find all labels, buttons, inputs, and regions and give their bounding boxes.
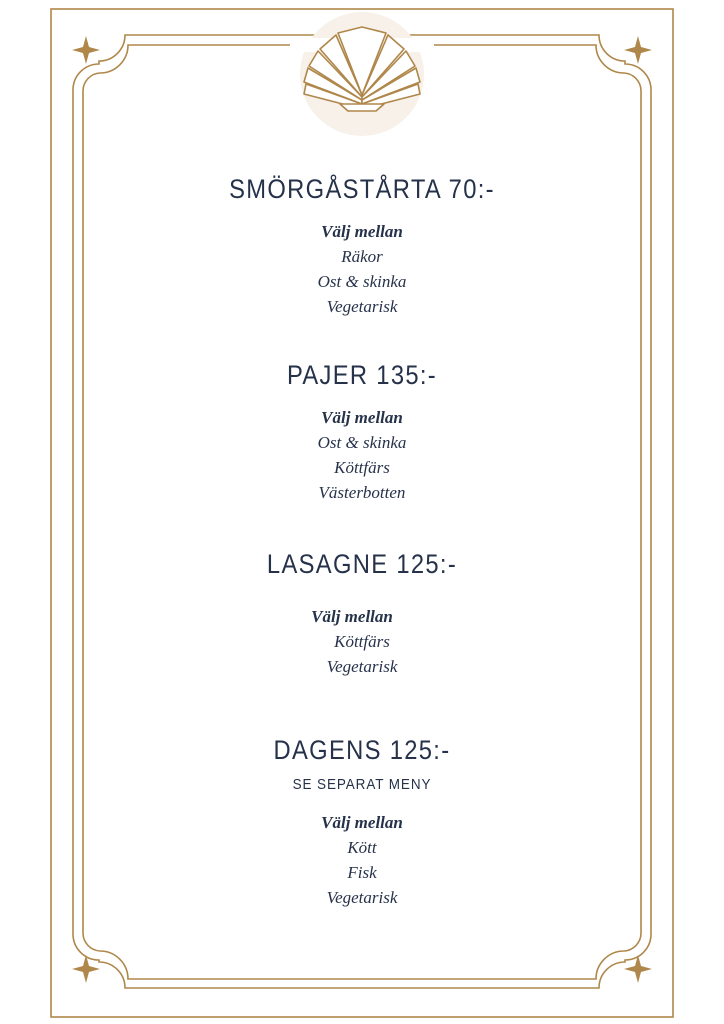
menu-option: Kött [347,838,377,857]
menu-section-lasagne [0,548,724,679]
section-heading: SMÖRGÅSTÅRTA 70:- [229,174,495,204]
menu-option: Ost & skinka [317,433,407,452]
choose-label: Välj mellan [321,813,403,832]
menu-option: Vegetarisk [326,657,398,676]
menu-option: Köttfärs [334,632,390,651]
menu-option: Vegetarisk [326,297,398,316]
section-heading: LASAGNE 125:- [266,549,458,579]
menu-option: Köttfärs [334,458,390,477]
menu-option: Vegetarisk [326,888,398,907]
section-heading: DAGENS 125:- [273,735,451,765]
choose-label: Välj mellan [311,607,393,626]
menu-option: Ost & skinka [317,272,407,291]
choose-label: Välj mellan [321,222,403,241]
choose-label: Välj mellan [321,408,403,427]
menu-section-smorgastarta [0,173,724,319]
section-heading: PAJER 135:- [286,360,438,390]
menu-section-dagens [0,734,724,910]
separate-menu-note: SE SEPARAT MENY [292,776,432,793]
menu-option: Västerbotten [318,483,406,502]
menu-option: Räkor [341,247,383,266]
menu-option: Fisk [347,863,377,882]
menu-section-pajer [0,359,724,505]
shell-emblem-icon [290,12,434,136]
